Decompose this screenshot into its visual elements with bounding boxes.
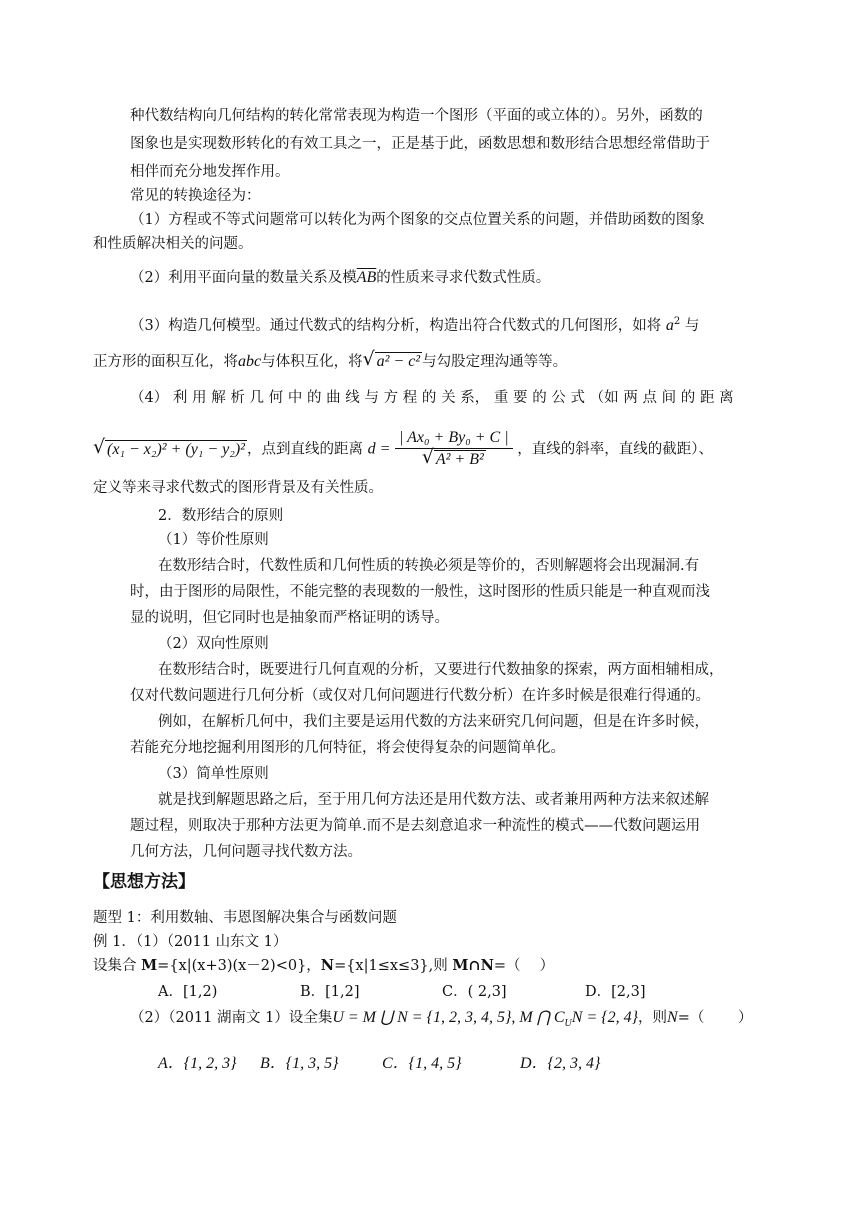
intro-line-1: 种代数结构向几何结构的转化常常表现为构造一个图形（平面的或立体的）。另外，函数的 <box>130 108 703 124</box>
section-heading: 【思想方法】 <box>93 872 195 892</box>
ex2-ask: ，则 <box>638 1010 668 1026</box>
route2-line <box>130 268 550 288</box>
ex1-option-a: A．[1,2) <box>158 984 218 1000</box>
route4-char: 离 <box>719 390 734 406</box>
ex1-option-b: B．[1,2] <box>300 984 360 1000</box>
complement-subscript: U <box>564 1017 572 1029</box>
denominator-expression: A² + B² <box>435 451 484 468</box>
route4-l2-a: ，点到直线的距离 <box>246 441 363 458</box>
route4-l2-b: ，直线的斜率，直线的截距）、 <box>517 441 713 458</box>
p2-line-3: 例如，在解析几何中，我们主要是运用代数的方法来研究几何问题，但是在许多时候， <box>158 714 709 730</box>
distance-formula: √ (x₁ − x₂)² + (y₁ − y₂)² <box>93 435 245 458</box>
route3-l1-pre: （3）构造几何模型。通过代数式的结构分析，构造出符合代数式的几何图形，如将 <box>130 317 662 334</box>
ex2-option-a: A．{1, 2, 3} <box>158 1055 237 1072</box>
set-m: M <box>141 957 158 974</box>
route4-char: 中 <box>287 390 303 406</box>
distance-expression: (x₁ − x₂)² + (y₁ − y₂)² <box>107 440 245 458</box>
sqrt-a2-c2: a² − c² <box>376 353 421 370</box>
route4-char: 的 <box>532 390 547 406</box>
p2-line-2: 仅对代数问题进行几何分析（或仅对几何问题进行代数分析）在许多时候是很难行得通的。 <box>130 688 710 704</box>
route4-char: 要 <box>513 390 528 406</box>
route4-char: （如 <box>589 390 619 406</box>
route4-char: 几 <box>249 390 265 406</box>
ex1-q-end: =（ ） <box>493 958 555 974</box>
route4-char: 用 <box>192 390 207 406</box>
route4-char: 距 <box>699 390 715 406</box>
route3-line-2 <box>93 348 568 372</box>
vector-ab: $\overline{AB}$ <box>356 269 377 286</box>
route1-line-1: （1）方程或不等式问题常可以转化为两个图象的交点位置关系的问题，并借助函数的图象 <box>130 212 705 228</box>
route4-char: 线 <box>345 390 360 406</box>
route4-char: 析 <box>230 390 245 406</box>
route2-pre: （2）利用平面向量的数量关系及模 <box>130 270 357 286</box>
principles-title: 2．数形结合的原则 <box>158 508 284 524</box>
route4-char: 的 <box>421 390 437 406</box>
p1-line-1: 在数形结合时，代数性质和几何性质的转换必须是等价的，否则解题将会出现漏洞.有 <box>158 558 700 574</box>
routes-title: 常见的转换途径为： <box>130 188 261 204</box>
ex1-label: 例 1．（1）（2011 山东文 1） <box>93 934 288 950</box>
ex2-formula2: N = {2, 4} <box>571 1009 639 1026</box>
route4-line-1 <box>130 388 734 408</box>
route3-l2-b: 与体积互化，将 <box>261 354 363 370</box>
ex2-question <box>130 1008 752 1034</box>
ex1-q-pre: 设集合 <box>93 958 142 974</box>
p1-line-2: 时，由于图形的局限性，不能完整的表现数的一般性，这时图形的性质只能是一种直观而浅 <box>130 584 710 600</box>
ex2-option-c: C．{1, 4, 5} <box>382 1055 462 1072</box>
route4-char: 两 <box>623 390 638 406</box>
ex1-q-mid1: ={x|(x+3)(x－2)<0}， <box>157 958 321 974</box>
p3-line-1: 就是找到解题思路之后，至于用几何方法还是用代数方法、或者兼用两种方法来叙述解 <box>158 792 709 808</box>
p2-line-4: 若能充分地挖掘利用图形的几何特征，将会使得复杂的问题简单化。 <box>130 740 565 756</box>
ex2-end: =（ ） <box>677 1010 753 1026</box>
route4-char: 何 <box>268 390 284 406</box>
route4-char: （4） <box>130 390 169 406</box>
route4-char: 公 <box>551 390 566 406</box>
p1-title: （1）等价性原则 <box>158 532 269 548</box>
route2-post: 的性质来寻求代数式性质。 <box>376 270 551 286</box>
route4-line-2 <box>93 428 713 471</box>
sqrt-expression: √ a² − c² <box>362 348 421 370</box>
ex2-option-d: D．{2, 3, 4} <box>520 1055 601 1072</box>
route4-char: 的 <box>306 390 322 406</box>
route1-line-2: 和性质解决相关的问题。 <box>93 236 253 252</box>
route4-char: 利 <box>172 390 188 406</box>
intro-line-2: 图象也是实现数形转化的有效工具之一，正是基于此，函数思想和数形结合思想经常借助于 <box>130 136 710 152</box>
ex2-label: （2）（2011 湖南文 1）设全集 <box>130 1010 333 1026</box>
p3-title: （3）简单性原则 <box>158 766 269 782</box>
var-a: a <box>665 316 674 334</box>
route4-char: 重 <box>493 390 509 406</box>
route4-char: 点 <box>642 390 657 406</box>
route3-line-1 <box>130 312 699 336</box>
fraction-denominator: √ A² + B² <box>421 446 484 468</box>
point-line-distance-fraction <box>395 428 513 471</box>
p2-title: （2）双向性原则 <box>158 636 269 652</box>
intersection-mn: M∩N <box>452 957 494 974</box>
fraction-numerator: | Ax₀ + By₀ + C | <box>395 428 513 449</box>
var-abc: abc <box>238 353 262 370</box>
route4-char: 式 <box>570 390 586 406</box>
p1-line-3: 显的说明，但它同时也是抽象而严格证明的诱导。 <box>130 610 449 626</box>
type1-title: 题型 1：利用数轴、韦恩图解决集合与函数问题 <box>93 910 397 926</box>
ex2-option-b: B．{1, 3, 5} <box>260 1055 339 1072</box>
route3-l2-a: 正方形的面积互化，将 <box>93 354 238 370</box>
route4-char: 关 <box>441 390 456 406</box>
route4-char: 间 <box>661 390 677 406</box>
route4-char: 系， <box>460 390 490 406</box>
exp-2: 2 <box>673 316 681 327</box>
route3-l2-c: 与勾股定理沟通等等。 <box>422 354 568 370</box>
ex2-formula: U = M ⋃ N = {1, 2, 3, 4, 5}, M ⋂ C <box>332 1009 565 1026</box>
route4-line-3: 定义等来寻求代数式的图形背景及有关性质。 <box>93 480 383 496</box>
p3-line-2: 题过程，则取决于那种方法更为简单.而不是去刻意追求一种流性的模式——代数问题运用 <box>130 818 701 834</box>
p2-line-1: 在数形结合时，既要进行几何直观的分析，又要进行代数抽象的探索，两方面相辅相成， <box>158 662 724 678</box>
route4-char: 程 <box>402 390 418 406</box>
route4-char: 的 <box>680 390 696 406</box>
d-equals: d = <box>367 440 391 458</box>
route4-char: 解 <box>211 390 226 406</box>
ex1-question <box>93 956 554 976</box>
ex1-option-c: C．( 2,3] <box>442 984 507 1000</box>
set-n: N <box>320 957 335 974</box>
intro-line-3: 相伴而充分地发挥作用。 <box>130 164 290 180</box>
route4-char: 方 <box>383 390 399 406</box>
p3-line-3: 几何方法，几何问题寻找代数方法。 <box>130 844 362 860</box>
route4-char: 与 <box>364 390 379 406</box>
ex2-set-n: N <box>667 1009 678 1026</box>
ex1-q-mid2: ={x|1≤x≤3},则 <box>334 958 453 974</box>
ex1-option-d: D．[2,3] <box>585 984 646 1000</box>
route4-char: 曲 <box>326 390 341 406</box>
route3-l1-post: 与 <box>684 317 700 334</box>
